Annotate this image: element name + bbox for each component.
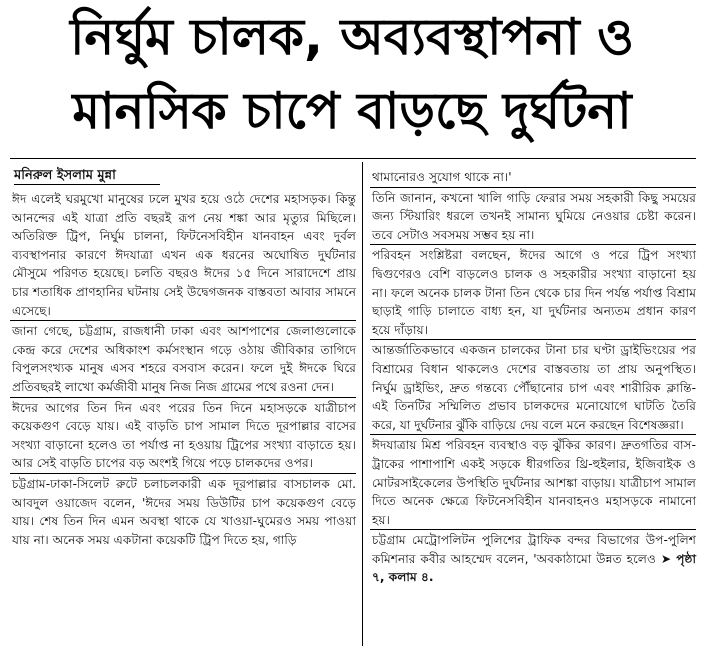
byline-underline [14,184,160,185]
left-column [10,190,356,550]
paragraph-text: চট্টগ্রাম মেট্রোপলিটন পুলিশের ট্রাফিক বন্দর বিভাগের উপ-পুলিশ কমিশনার কবীর আহম্মেদ বলেন, 'অবকাঠামো উন্নত হলেও [372,533,696,566]
right-column [370,168,696,588]
byline: মনিরুল ইসলাম মুন্না [14,168,116,183]
paragraph: ঈদযাত্রায় মিশ্র পরিবহন ব্যবস্থাও বড় ঝুঁকির কারণ। দ্রুতগতির বাস-ট্রাকের পাশাপাশি একই সড়কে ধীরগতির থ্রি-হুইলার, ইজিবাইক ও মোটরসাইকেলের উপস্থিতি দুর্ঘটনার আশঙ্কা বাড়ায়। যাত্রীচাপ সামাল দিতে অনেক ক্ষেত্রে ফিটনেসবিহীন যানবাহনও মহাসড়কে নামানো হয়। [370,436,696,530]
headline-line-1: নির্ঘুম চালক, অব্যবস্থাপনা ও [70,8,634,66]
paragraph: পরিবহন সংশ্লিষ্টরা বলছেন, ঈদের আগে ও পরে ট্রিপ সংখ্যা দ্বিগুণেরও বেশি বাড়লেও চালক ও সহকারীর সংখ্যা বাড়ানো হয় না। ফলে অনেক চালক টানা তিন থেকে চার দিন পর্যন্ত পর্যাপ্ত বিশ্রাম ছাড়াই গাড়ি চালাতে বাধ্য হন, যা দুর্ঘটনার অন্যতম প্রধান কারণ হয়ে দাঁড়ায়। [370,246,696,340]
top-rule [10,158,696,159]
paragraph: চট্টগ্রাম-ঢাকা-সিলেট রুটে চলাচলকারী এক দূরপাল্লার বাসচালক মো. আবদুল ওয়াজেদ বলেন, 'ঈদের সময় ডিউটির চাপ কয়েকগুণ বেড়ে যায়। শেষ তিন দিন এমন অবস্থা থাকে যে খাওয়া-ঘুমেরও সময় পাওয়া যায় না। অনেক সময় একটানা কয়েকটি ট্রিপ দিতে হয়, গাড়ি [12,476,356,547]
column-divider [362,162,363,646]
paragraph: ঈদের আগের তিন দিন এবং পরের তিন দিনে মহাসড়কে যাত্রীচাপ কয়েকগুণ বেড়ে যায়। এই বাড়তি চাপ সামাল দিতে দূরপাল্লার বাসের সংখ্যা বাড়ানো হলেও তা পর্যাপ্ত না হওয়ায় ট্রিপের সংখ্যা বাড়াতে হয়। আর সেই বাড়তি চাপের বড় অংশই গিয়ে পড়ে চালকদের ওপর। [10,399,356,474]
continuation-link[interactable]: ➤ পৃষ্ঠা ৭, কলাম ৪. [372,551,696,585]
paragraph: থামানোরও সুযোগ থাকে না।' [370,168,696,188]
headline-line-2: মানসিক চাপে বাড়ছে দুর্ঘটনা [72,82,632,140]
paragraph: জানা গেছে, চট্টগ্রাম, রাজধানী ঢাকা এবং আশপাশের জেলাগুলোকে কেন্দ্র করে দেশের অধিকাংশ কর্মসংস্থান গড়ে ওঠায় জীবিকার তাগিদে বিপুলসংখ্যক মানুষ এসব শহরে বসবাস করেন। ফলে দুই ঈদকে ঘিরে প্রতিবছরই লাখো কর্মজীবী মানুষ নিজ নিজ গ্রামের পথে রওনা দেন। [10,322,356,397]
paragraph-last [370,531,696,587]
paragraph: তিনি জানান, কখনো খালি গাড়ি ফেরার সময় সহকারী কিছু সময়ের জন্য স্টিয়ারিং ধরলে তখনই সামান্য ঘুমিয়ে নেওয়ার চেষ্টা করেন। তবে সেটাও সবসময় সম্ভব হয় না। [370,189,696,246]
paragraph: ঈদ এলেই ঘরমুখো মানুষের ঢলে মুখর হয়ে ওঠে দেশের মহাসড়ক। কিন্তু আনন্দের এই যাত্রা প্রতি বছরই রূপ নেয় শঙ্কা আর মৃত্যুর মিছিলে। অতিরিক্ত ট্রিপ, নির্ঘুম চালনা, ফিটনেসবিহীন যানবাহন এবং দুর্বল ব্যবস্থাপনার কারণে ঈদযাত্রা এখন এক ধরনের অঘোষিত দুর্ঘটনার মৌসুমে পরিণত হয়েছে। চলতি বছরও ঈদের ১৫ দিনে সারাদেশে প্রায় চার শতাধিক প্রাণহানির ঘটনায় সেই উদ্বেগজনক বাস্তবতা আবার সামনে এসেছে। [10,190,356,321]
paragraph: আন্তর্জাতিকভাবে একজন চালকের টানা চার ঘণ্টা ড্রাইভিংয়ের পর বিশ্রামের বিধান থাকলেও দেশের বাস্তবতায় তা প্রায় অনুপস্থিত। নির্ঘুম ড্রাইভিং, দ্রুত গন্তব্যে পৌঁছানোর চাপ এবং শারীরিক ক্লান্তি- এই তিনটির সম্মিলিত প্রভাব চালকদের মনোযোগে ঘাটতি তৈরি করে, যা দুর্ঘটনার ঝুঁকি বাড়িয়ে দেয় বলে মনে করছেন বিশেষজ্ঞরা। [370,341,696,435]
